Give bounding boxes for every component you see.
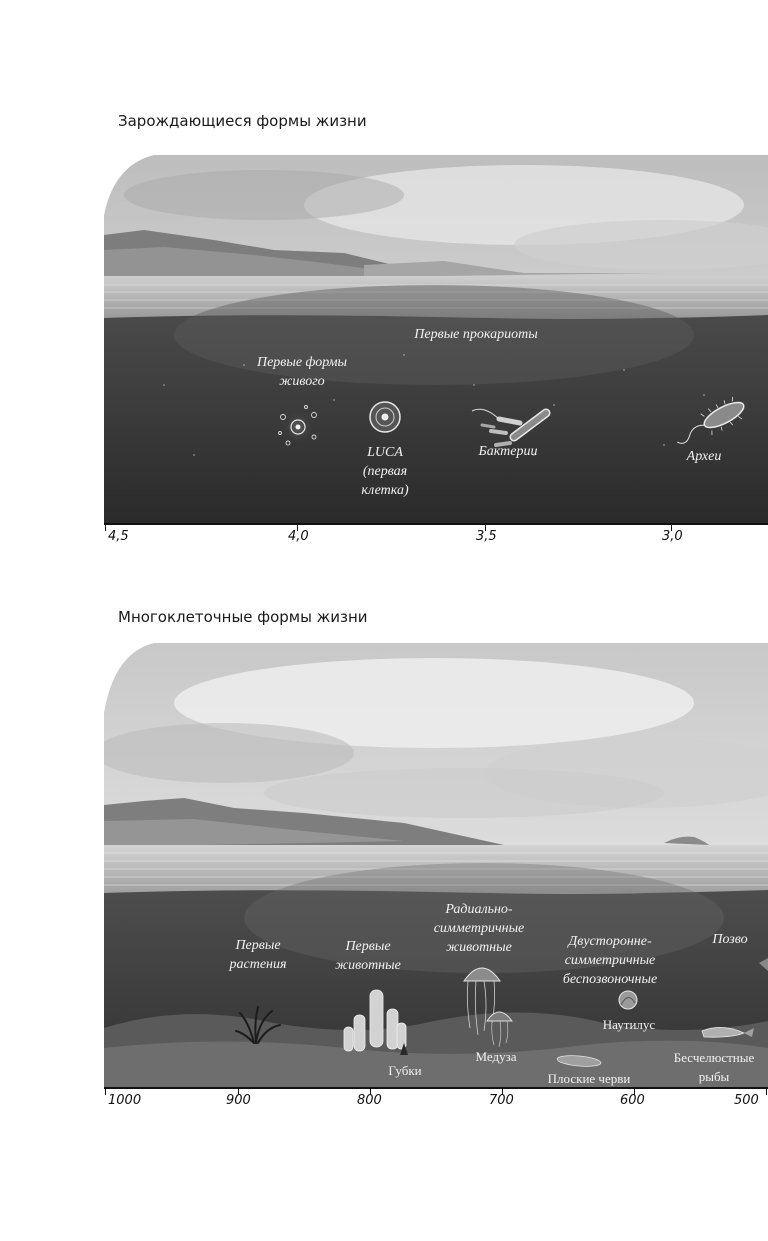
axis-tick-label: 900 [226,1093,251,1108]
label-bilateral-invertebrates: Двусторонне- симметричные беспозвоночные [562,934,658,987]
section2-title: Многоклеточные формы жизни [118,608,368,626]
axis-tick-label: 600 [620,1093,645,1108]
label-vertebrates: Позво [712,932,748,947]
label-first-life-forms: Первые формы живого [256,355,348,389]
axis-line [104,523,768,525]
label-bacteria: Бактерии [478,444,538,459]
axis-tick-label: 3,5 [476,529,497,544]
axis-line [104,1087,768,1089]
label-nautilus: Наутилус [602,1017,656,1032]
label-first-animals: Первые животные [335,939,401,973]
timeline-axis-millions [104,1087,768,1107]
label-first-prokaryotes: Первые прокариоты [414,327,538,342]
label-jawless-fish: Бесчелюстные рыбы [673,1050,755,1084]
axis-tick-label: 500 [734,1093,759,1108]
label-jellyfish: Медуза [475,1049,517,1064]
axis-tick [105,1087,106,1095]
primordial-ocean-scene [104,155,768,525]
label-sponges: Губки [388,1063,422,1078]
axis-tick-label: 1000 [108,1093,142,1108]
axis-tick-label: 4,0 [288,529,309,544]
label-luca: LUCA (первая клетка) [361,445,409,498]
axis-tick-label: 800 [357,1093,382,1108]
label-radial-symmetric: Радиально- симметричные животные [433,902,525,955]
multicellular-scene-art [104,643,768,1088]
axis-tick [766,1087,767,1095]
multicellular-ocean-scene [104,643,768,1088]
axis-tick-label: 700 [489,1093,514,1108]
label-archaea: Археи [686,449,722,464]
axis-tick [105,523,106,531]
label-first-plants: Первые растения [229,938,287,972]
section1-title: Зарождающиеся формы жизни [118,112,367,130]
axis-tick-label: 3,0 [662,529,683,544]
label-flatworms: Плоские черви [547,1071,631,1086]
axis-tick-label: 4,5 [108,529,129,544]
timeline-axis-billions [104,523,768,543]
